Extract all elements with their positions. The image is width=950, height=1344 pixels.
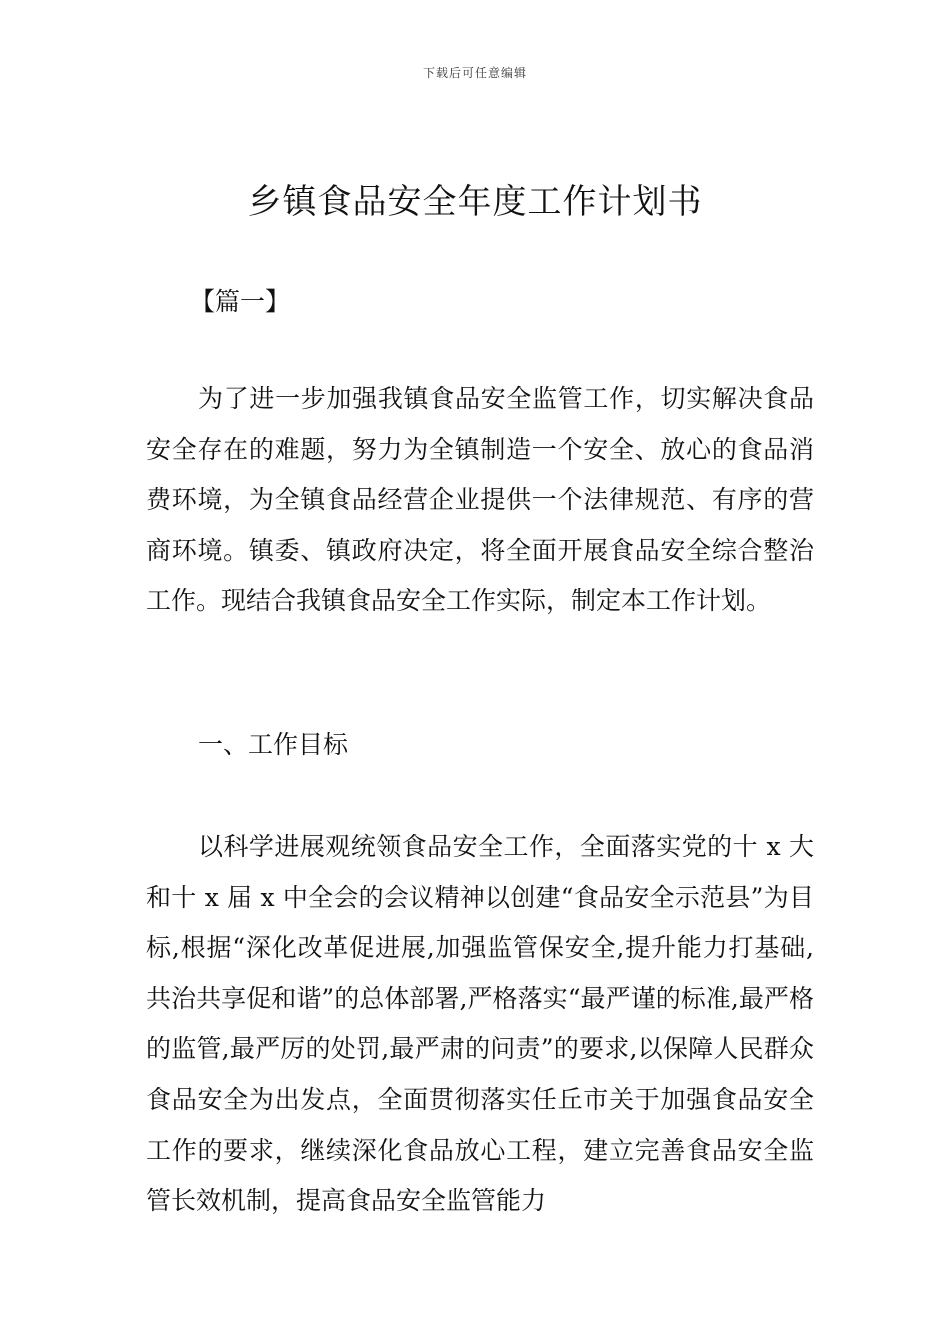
document-title: 乡镇食品安全年度工作计划书 xyxy=(247,182,703,222)
section-tag: 【篇一】 xyxy=(190,287,291,316)
section-heading-work-goals: 一、工作目标 xyxy=(198,730,349,759)
header-note: 下载后可任意编辑 xyxy=(422,66,527,80)
intro-paragraph: 为了进一步加强我镇食品安全监管工作，切实解决食品安全存在的难题，努力为全镇制造一个安全、放心的食品消费环境，为全镇食品经营企业提供一个法律规范、有序的营商环境。镇委、镇政府决定，将全面开展食品安全综合整治工作。现结合我镇食品安全工作实际，制定本工作计划。 xyxy=(146,384,814,616)
goals-paragraph: 以科学进展观统领食品安全工作，全面落实党的十 x 大和十 x 届 x 中全会的会议精神以创建“食品安全示范县”为目标,根据“深化改革促进展,加强监管保安全,提升能力打基础,共治共享促和谐”的总体部署,严格落实“最严谨的标准,最严格的监管,最严厉的处罚,最严肃的问责”的要求,以保障人民群众食品安全为出发点，全面贯彻落实任丘市关于加强食品安全工作的要求，继续深化食品放心工程，建立完善食品安全监管长效机制，提高食品安全监管能力 xyxy=(146,832,814,1216)
